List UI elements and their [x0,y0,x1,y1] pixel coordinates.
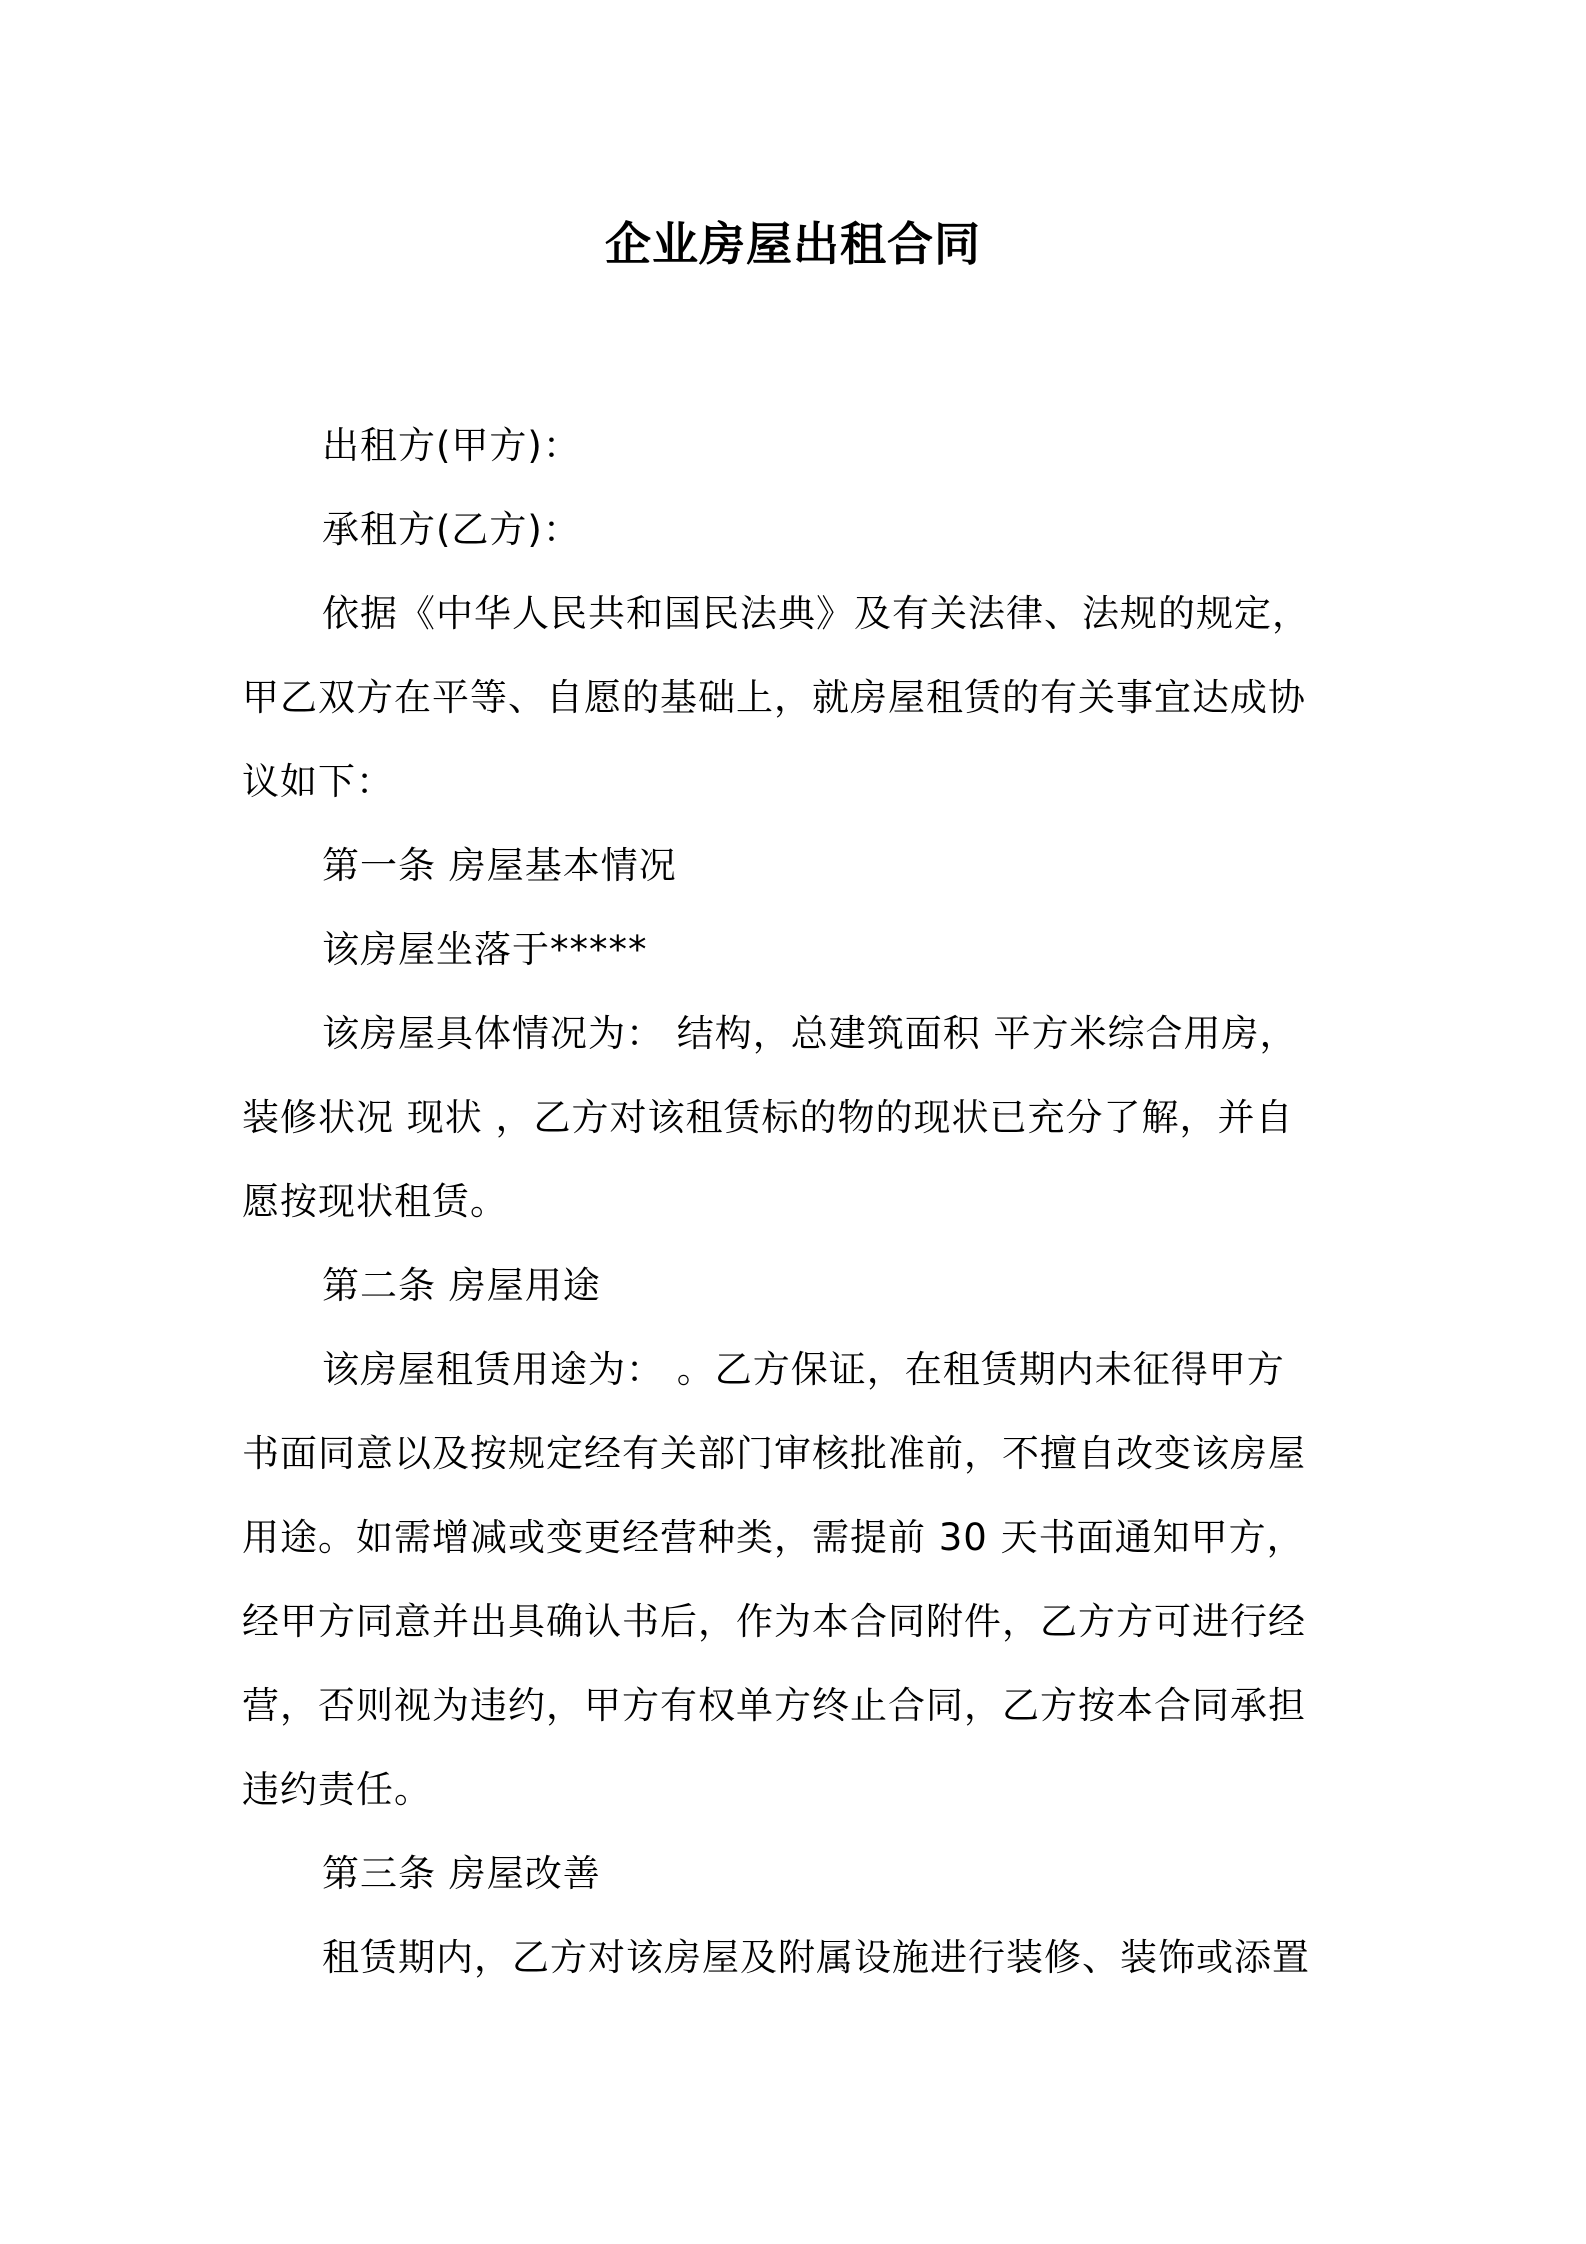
document-body [242,404,1354,2000]
party-b-line: 承租方(乙方)： [322,508,581,551]
party-a-line: 出租方(甲方)： [322,424,581,467]
paragraph-line: 依据《中华人民共和国民法典》及有关法律、法规的规定， [322,592,1310,635]
paragraph-line: 营，否则视为违约，甲方有权单方终止合同，乙方按本合同承担 [242,1684,1306,1727]
paragraph-line: 该房屋租赁用途为： 。乙方保证，在租赁期内未征得甲方 [322,1348,1285,1391]
paragraph-line: 愿按现状租赁。 [242,1180,508,1223]
paragraph-line: 租赁期内，乙方对该房屋及附属设施进行装修、装饰或添置 [322,1936,1310,1979]
paragraph-line: 装修状况 现状 ，乙方对该租赁标的物的现状已充分了解，并自 [242,1096,1294,1139]
paragraph-line: 该房屋坐落于***** [322,928,648,971]
article-heading: 第一条 房屋基本情况 [322,844,677,887]
paragraph-line: 议如下： [242,760,394,803]
paragraph-line: 该房屋具体情况为： 结构，总建筑面积 平方米综合用房， [322,1012,1298,1055]
document-title: 企业房屋出租合同 [605,217,981,271]
paragraph-line: 用途。如需增减或变更经营种类，需提前 30 天书面通知甲方， [242,1516,1305,1559]
paragraph-line: 经甲方同意并出具确认书后，作为本合同附件，乙方方可进行经 [242,1600,1306,1643]
paragraph-line: 甲乙双方在平等、自愿的基础上，就房屋租赁的有关事宜达成协 [242,676,1306,719]
paragraph-line: 违约责任。 [242,1768,432,1811]
paragraph-line: 书面同意以及按规定经有关部门审核批准前，不擅自改变该房屋 [242,1432,1306,1475]
article-heading: 第二条 房屋用途 [322,1264,601,1307]
article-heading: 第三条 房屋改善 [322,1852,601,1895]
